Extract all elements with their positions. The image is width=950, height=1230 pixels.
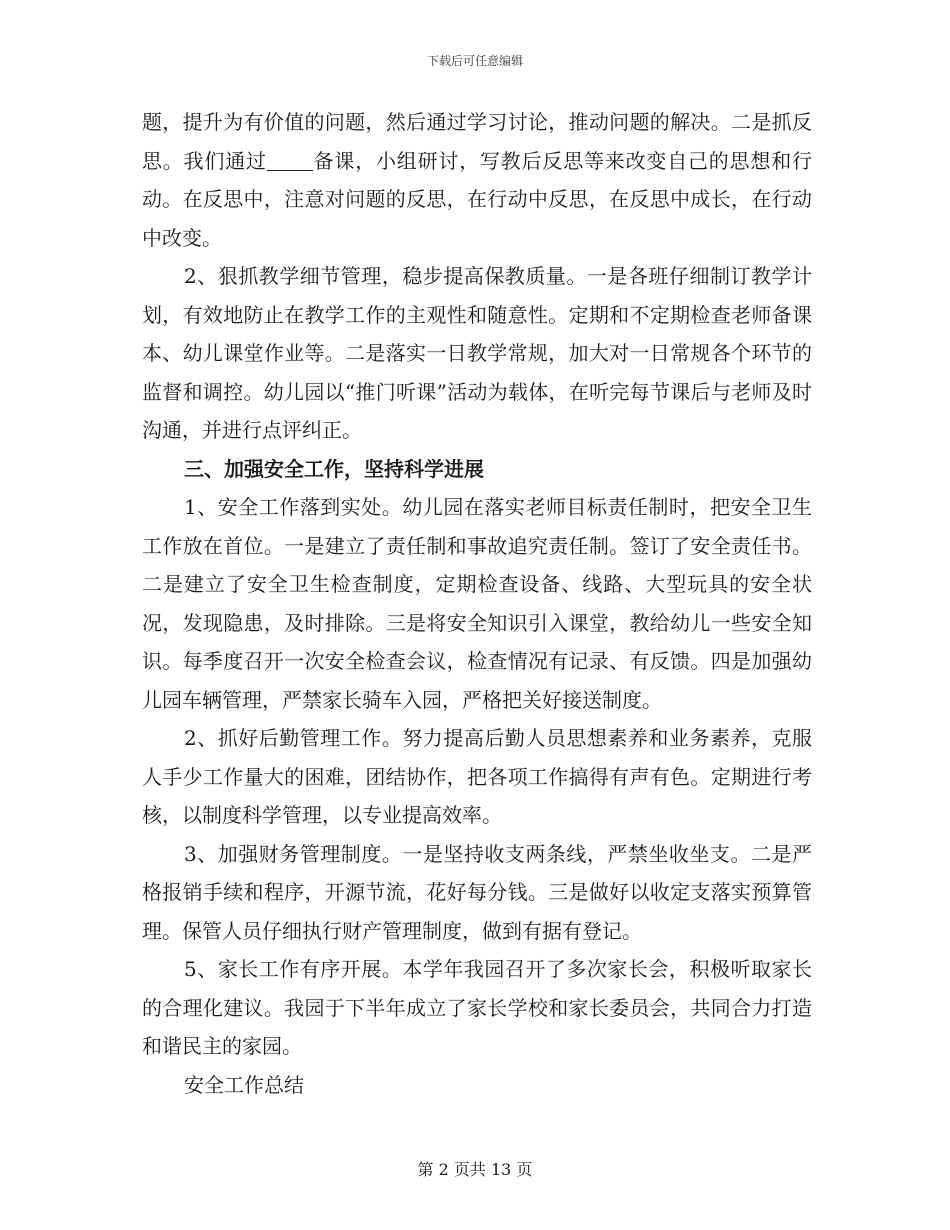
page-header: 下载后可任意编辑: [426, 54, 523, 68]
paragraph: 1、安全工作落到实处。幼儿园在落实老师目标责任制时，把安全卫生工作放在首位。一是建立了责任制和事故追究责任制。签订了安全责任书。二是建立了安全卫生检查制度，定期检查设备、线路、大型玩具的安全状况，发现隐患，及时排除。三是将安全知识引入课堂，教给幼儿一些安全知识。每季度召开一次安全检查会议，检查情况有记录、有反馈。四是加强幼儿园车辆管理，严禁家长骑车入园，严格把关好接送制度。: [142, 495, 812, 712]
paragraph-text: 题，提升为有价值的问题，然后通过学习讨论，推动问题的解决。二是抓反思。我们通过: [142, 110, 812, 173]
section-heading: 三、加强安全工作，坚持科学进展: [184, 456, 484, 481]
paragraph: 3、加强财务管理制度。一是坚持收支两条线，严禁坐收坐支。二是严格报销手续和程序，开源节流，花好每分钱。三是做好以收定支落实预算管理。保管人员仔细执行财产管理制度，做到有据有登记。: [142, 841, 812, 943]
paragraph: 5、家长工作有序开展。本学年我园召开了多次家长会，积极听取家长的合理化建议。我园于下半年成立了家长学校和家长委员会，共同合力打造和谐民主的家园。: [142, 957, 812, 1058]
paragraph: 安全工作总结: [184, 1072, 304, 1097]
document-body: [142, 103, 812, 1104]
fill-in-blank: [267, 150, 313, 171]
paragraph: 2、狠抓教学细节管理，稳步提高保教质量。一是各班仔细制订教学计划，有效地防止在教学工作的主观性和随意性。定期和不定期检查老师备课本、幼儿课堂作业等。二是落实一日教学常规，加大对一日常规各个环节的监督和调控。幼儿园以“推门听课”活动为载体，在听完每节课后与老师及时沟通，并进行点评纠正。: [142, 264, 812, 442]
paragraph: 2、抓好后勤管理工作。努力提高后勤人员思想素养和业务素养，克服人手少工作量大的困难，团结协作，把各项工作搞得有声有色。定期进行考核，以制度科学管理，以专业提高效率。: [142, 726, 812, 827]
page-footer: 第 2 页共 13 页: [417, 1160, 533, 1179]
paragraph: [142, 103, 812, 257]
paragraph-text: 备课，小组研讨，写教后反思等来改变自己的思想和行动。在反思中，注意对问题的反思，在行动中反思，在反思中成长，在行动中改变。: [142, 148, 813, 250]
